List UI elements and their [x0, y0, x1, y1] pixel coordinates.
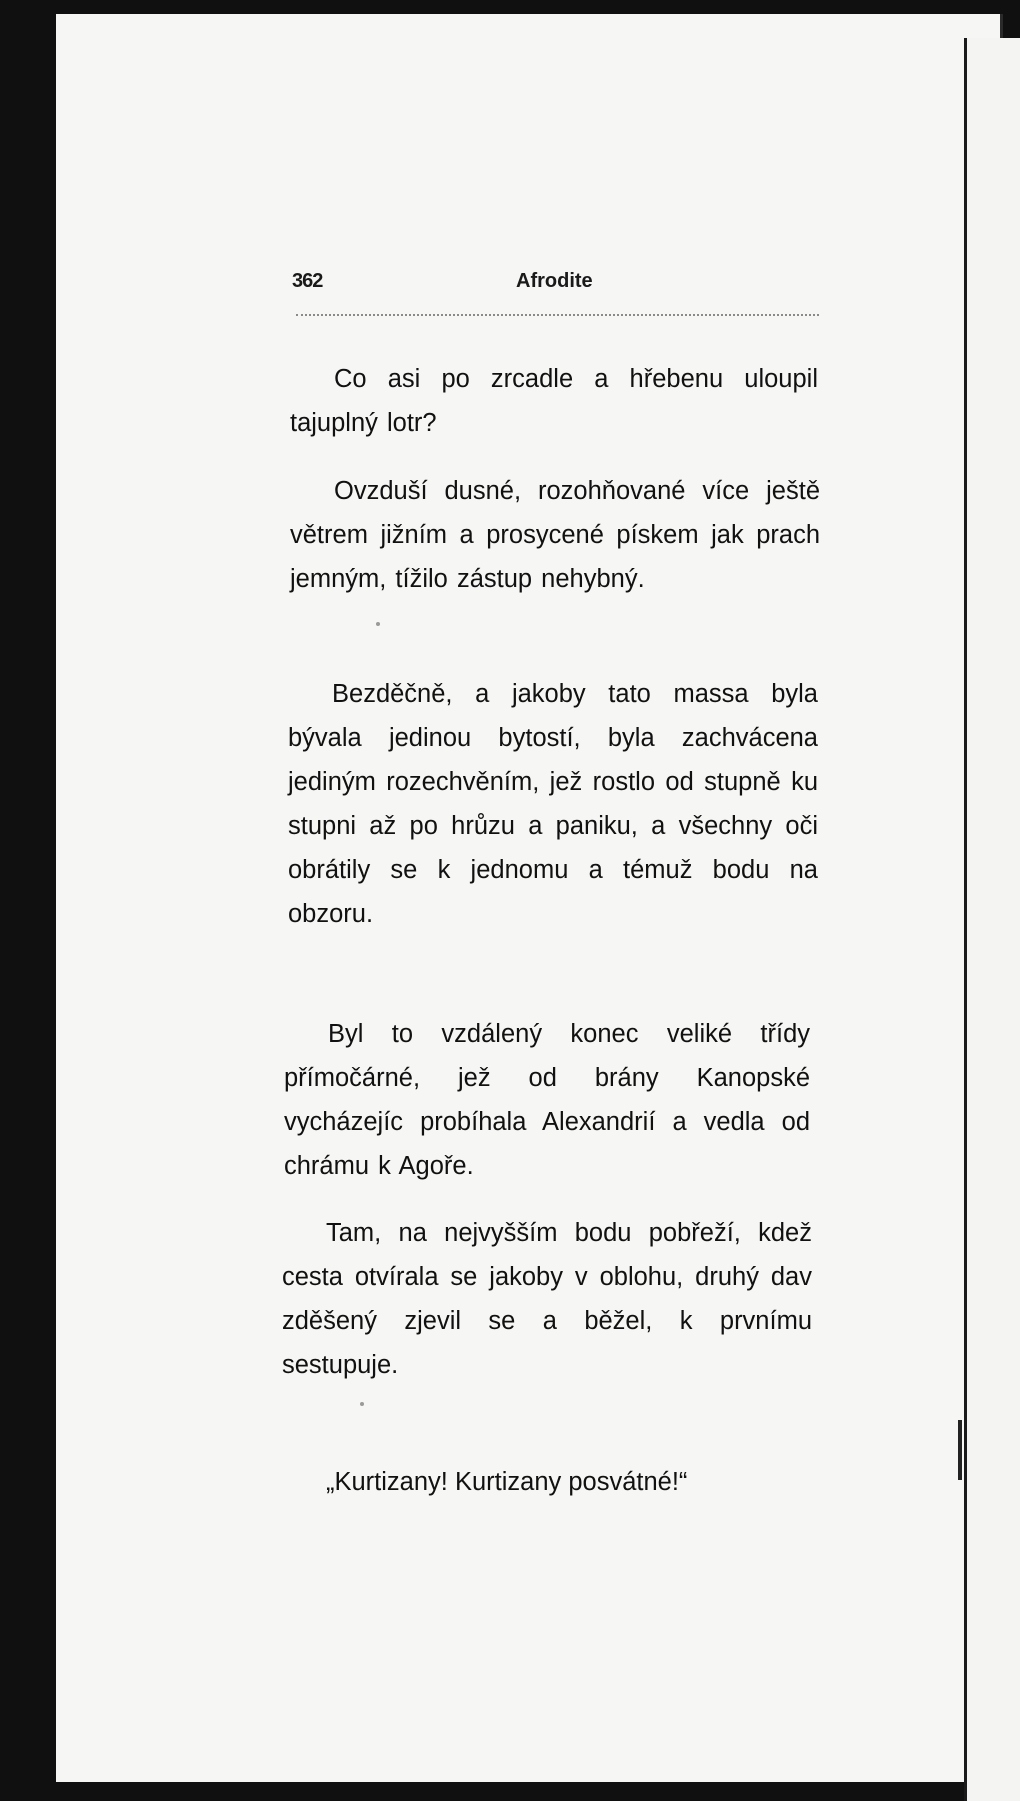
paragraph-3 [288, 672, 818, 936]
paragraph-text: Co asi po zrcadle a hřebenu uloupil tajuplný lotr? [290, 365, 818, 437]
paragraph-4 [284, 1012, 810, 1188]
running-header [292, 270, 820, 298]
running-title: Afrodite [516, 270, 593, 292]
exclamation-line: „Kurtizany! Kurtizany posvátné!“ [326, 1468, 688, 1496]
ink-speck [376, 622, 380, 626]
paragraph-2 [290, 469, 820, 601]
paragraph-text: Tam, na nejvyšším bodu pobřeží, kdež cesta otvírala se jakoby v oblohu, druhý dav zděšený zjevil se a běžel, k prvnímu sestupuje. [282, 1219, 812, 1379]
paragraph-5 [282, 1211, 812, 1387]
ink-speck [360, 1402, 364, 1406]
header-rule [296, 314, 819, 316]
paragraph-text: Bezděčně, a jakoby tato massa byla bývala jedinou bytostí, byla zachvácena jediným rozechvěním, jež rostlo od stupně ku stupni až po hrůzu a paniku, a všechny oči obrátily se k jednomu a témuž bodu na obzoru. [288, 680, 818, 928]
page-number: 362 [292, 270, 323, 292]
paragraph-1 [290, 357, 818, 445]
paragraph-text: Byl to vzdálený konec veliké třídy přímočárné, jež od brány Kanopské vycházejíc probíhala Alexandrií a vedla od chrámu k Agoře. [284, 1020, 810, 1180]
paragraph-text: Ovzduší dusné, rozohňované více ještě větrem jižním a prosycené pískem jak prach jemným, tížilo zástup nehybný. [290, 477, 820, 593]
next-page-edge [964, 38, 1020, 1801]
binding-mark [958, 1420, 962, 1480]
